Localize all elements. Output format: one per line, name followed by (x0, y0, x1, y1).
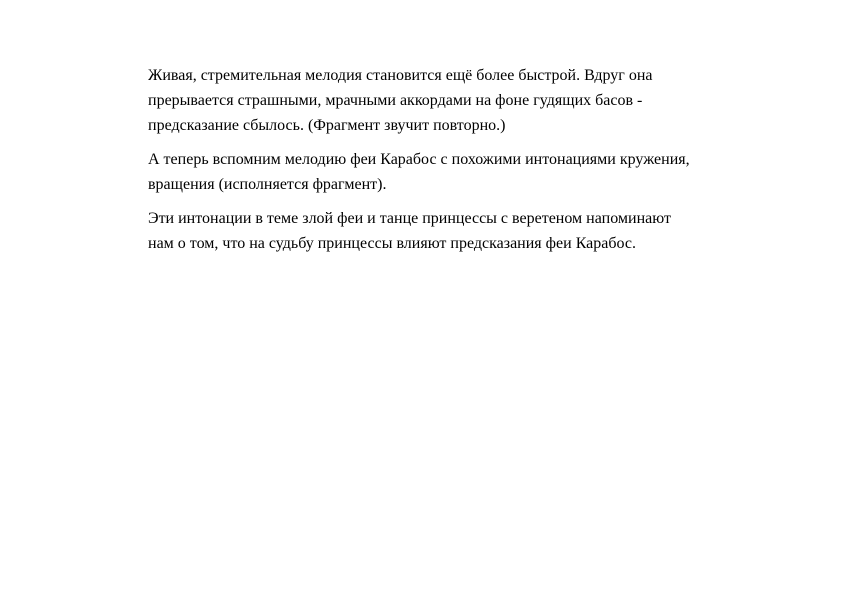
paragraph-line: предсказание сбылось. (Фрагмент звучит повторно.) (148, 117, 506, 134)
paragraph-line: А теперь вспомним мелодию феи Карабос с похожими интонациями кружения, (148, 151, 690, 168)
paragraph-line: прерывается страшными, мрачными аккордами на фоне гудящих басов - (148, 92, 643, 109)
paragraph-1 (148, 63, 768, 138)
paragraph-line: вращения (исполняется фрагмент). (148, 176, 387, 193)
paragraph-2 (148, 147, 768, 197)
paragraph-3 (148, 206, 768, 256)
paragraph-line: Эти интонации в теме злой феи и танце принцессы с веретеном напоминают (148, 210, 671, 227)
paragraph-line: нам о том, что на судьбу принцессы влияют предсказания феи Карабос. (148, 235, 636, 252)
paragraph-line: Живая, стремительная мелодия становится ещё более быстрой. Вдруг она (148, 67, 653, 84)
document-body (148, 63, 768, 265)
